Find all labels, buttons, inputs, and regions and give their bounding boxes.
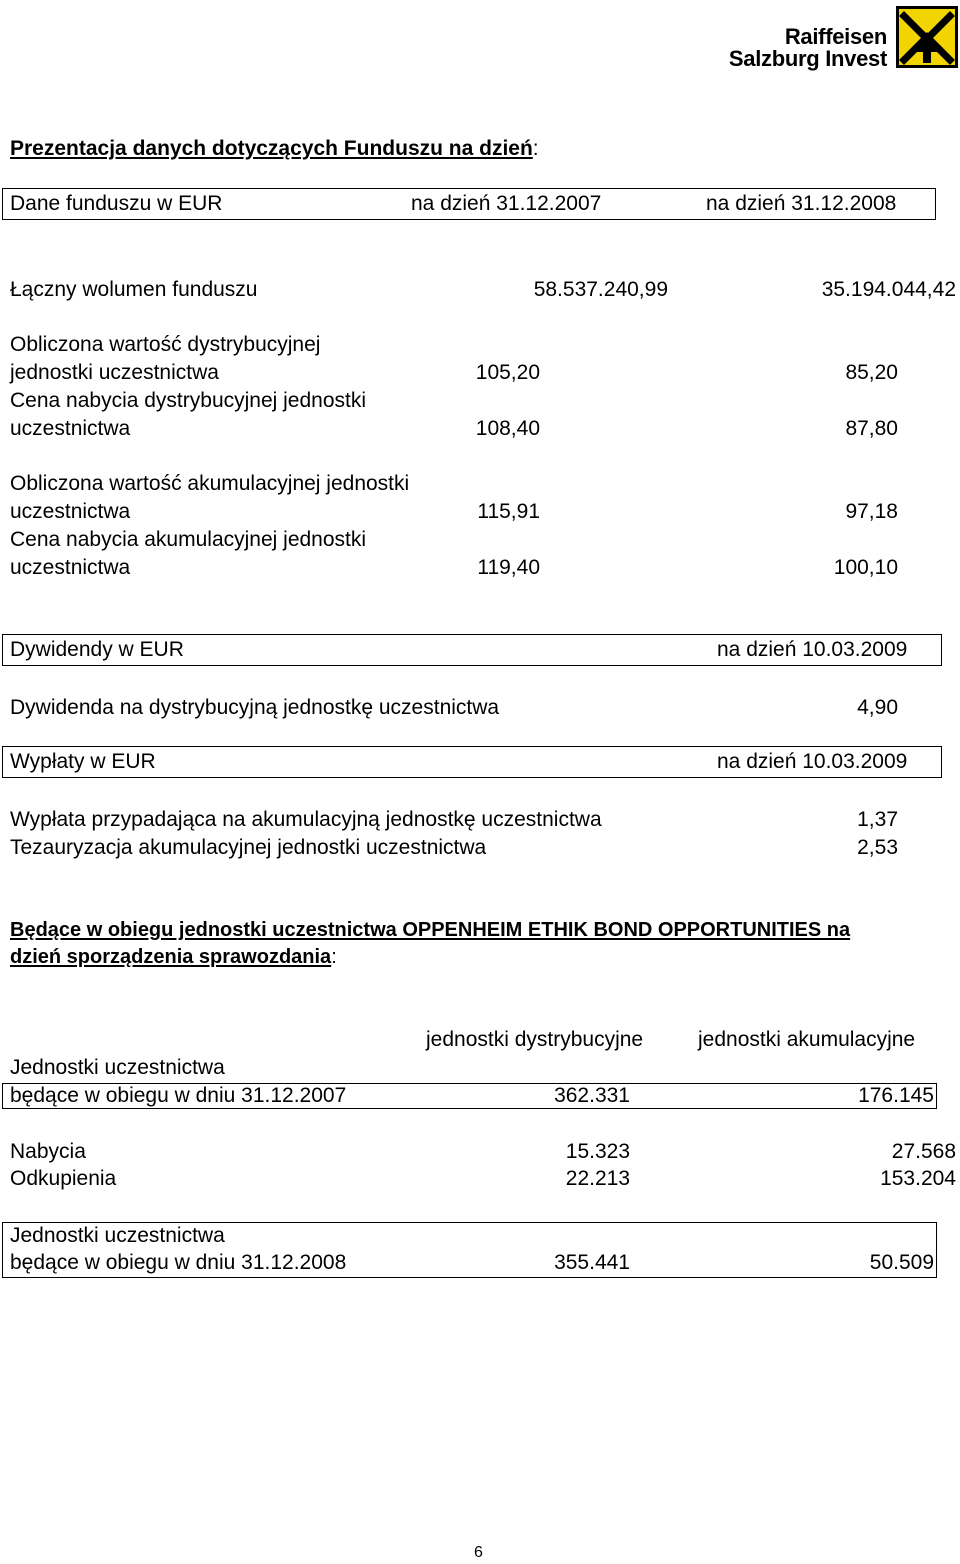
heading-colon: : <box>532 137 539 160</box>
row-label: Odkupienia <box>10 1167 117 1190</box>
row-label-line-2: jednostki uczestnictwa <box>10 361 219 384</box>
row-label-line-1: Obliczona wartość akumulacyjnej jednostki <box>10 472 410 495</box>
section-heading-units-line-1: Będące w obiegu jednostki uczestnictwa OPPENHEIM ETHIK BOND OPPORTUNITIES na <box>10 919 851 941</box>
row-label-line-1: Jednostki uczestnictwa <box>10 1224 225 1247</box>
payout-label: Wypłata przypadająca na akumulacyjną jednostkę uczestnictwa <box>10 808 602 831</box>
row-label-line-1: Cena nabycia akumulacyjnej jednostki <box>10 528 367 551</box>
heading-text: Prezentacja danych dotyczących Funduszu na dzień <box>10 137 533 160</box>
raiffeisen-gable-cross-icon <box>896 6 958 68</box>
dividends-header <box>2 634 942 666</box>
value-2007: 115,91 <box>477 500 540 523</box>
dividend-value: 4,90 <box>857 696 898 719</box>
logo-line-1: Raiffeisen <box>784 24 887 49</box>
payouts-header-date: na dzień 10.03.2009 <box>717 750 908 773</box>
value-2008: 100,10 <box>833 556 898 579</box>
payout-label: Tezauryzacja akumulacyjnej jednostki uczestnictwa <box>10 836 487 859</box>
value-distribution: 355.441 <box>554 1251 630 1274</box>
heading-text: dzień sporządzenia sprawozdania <box>10 946 332 968</box>
value-distribution: 15.323 <box>565 1140 630 1163</box>
value-accumulation: 176.145 <box>858 1084 934 1107</box>
fund-data-header <box>2 188 936 220</box>
value-2007: 108,40 <box>475 417 540 440</box>
row-label-line-2: będące w obiegu w dniu 31.12.2008 <box>10 1251 347 1274</box>
value-2007: 58.537.240,99 <box>533 278 668 301</box>
row-label: Nabycia <box>10 1140 86 1163</box>
value-accumulation: 27.568 <box>891 1140 956 1163</box>
value-2008: 85,20 <box>845 361 898 384</box>
value-2008: 35.194.044,42 <box>821 278 956 301</box>
page-number: 6 <box>474 1544 483 1561</box>
value-2008: 97,18 <box>845 500 898 523</box>
value-accumulation: 153.204 <box>880 1167 956 1190</box>
section-heading-fund-data <box>10 137 539 161</box>
value-distribution: 22.213 <box>565 1167 630 1190</box>
fund-header-date-2007: na dzień 31.12.2007 <box>411 192 602 215</box>
payouts-header <box>2 746 942 778</box>
row-label-line-1: Cena nabycia dystrybucyjnej jednostki <box>10 389 367 412</box>
payouts-header-label: Wypłaty w EUR <box>10 750 156 773</box>
row-label-line-2: uczestnictwa <box>10 556 131 579</box>
row-label-line-2: będące w obiegu w dniu 31.12.2007 <box>10 1084 347 1107</box>
row-label-line-1: Obliczona wartość dystrybucyjnej <box>10 333 321 356</box>
dividend-label: Dywidenda na dystrybucyjną jednostkę uczestnictwa <box>10 696 500 719</box>
section-heading-units-line-2 <box>10 945 337 969</box>
heading-colon: : <box>331 946 337 968</box>
row-label: Łączny wolumen funduszu <box>10 278 258 301</box>
logo-line-2: Salzburg Invest <box>728 46 887 71</box>
value-2007: 119,40 <box>477 556 540 579</box>
units-col-header-accumulation: jednostki akumulacyjne <box>698 1028 916 1051</box>
row-label-line-2: uczestnictwa <box>10 417 131 440</box>
value-accumulation: 50.509 <box>869 1251 934 1274</box>
value-2007: 105,20 <box>475 361 540 384</box>
fund-header-label: Dane funduszu w EUR <box>10 192 223 215</box>
row-label-line-2: uczestnictwa <box>10 500 131 523</box>
fund-header-date-2008: na dzień 31.12.2008 <box>706 192 897 215</box>
payout-value: 1,37 <box>857 808 898 831</box>
payout-value: 2,53 <box>857 836 898 859</box>
dividends-header-label: Dywidendy w EUR <box>10 638 184 661</box>
dividends-header-date: na dzień 10.03.2009 <box>717 638 908 661</box>
row-label-line-1: Jednostki uczestnictwa <box>10 1056 225 1079</box>
value-distribution: 362.331 <box>554 1084 630 1107</box>
value-2008: 87,80 <box>845 417 898 440</box>
units-col-header-distribution: jednostki dystrybucyjne <box>426 1028 644 1051</box>
